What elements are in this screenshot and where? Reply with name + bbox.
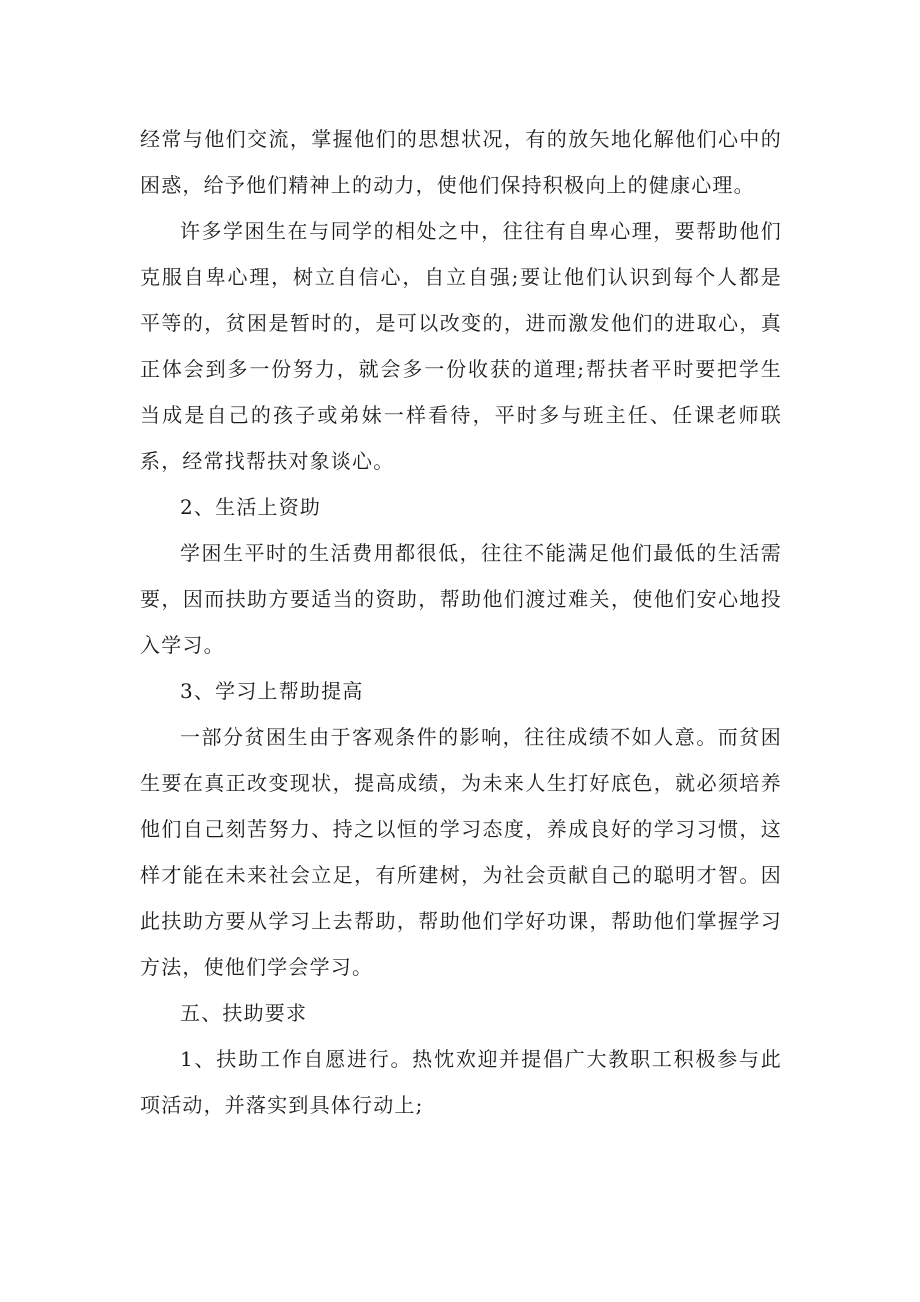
paragraph-continuation: 经常与他们交流，掌握他们的思想状况，有的放矢地化解他们心中的困惑，给予他们精神上的动力，使他们保持积极向上的健康心理。 [140,127,782,197]
heading-study-help: 3、学习上帮助提高 [180,679,364,703]
paragraph-living-support: 学困生平时的生活费用都很低，往往不能满足他们最低的生活需要，因而扶助方要适当的资助，帮助他们渡过难关，使他们安心地投入学习。 [140,541,782,657]
paragraph-requirement-1: 1、扶助工作自愿进行。热忱欢迎并提倡广大教职工积极参与此项活动，并落实到具体行动上; [140,1047,782,1117]
paragraph-self-esteem: 许多学困生在与同学的相处之中，往往有自卑心理，要帮助他们克服自卑心理，树立自信心，自立自强;要让他们认识到每个人都是平等的，贫困是暂时的，是可以改变的，进而激发他们的进取心，真正体会到多一份努力，就会多一份收获的道理;帮扶者平时要把学生当成是自己的孩子或弟妹一样看待，平时多与班主任、任课老师联系，经常找帮扶对象谈心。 [140,219,782,473]
paragraph-study-help: 一部分贫困生由于客观条件的影响，往往成绩不如人意。而贫困生要在真正改变现状，提高成绩，为未来人生打好底色，就必须培养他们自己刻苦努力、持之以恒的学习态度，养成良好的学习习惯，这样才能在未来社会立足，有所建树，为社会贡献自己的聪明才智。因此扶助方要从学习上去帮助，帮助他们学好功课，帮助他们掌握学习方法，使他们学会学习。 [140,725,782,979]
heading-living-support: 2、生活上资助 [180,495,322,519]
heading-requirements: 五、扶助要求 [180,1001,308,1025]
document-body [140,116,782,1128]
